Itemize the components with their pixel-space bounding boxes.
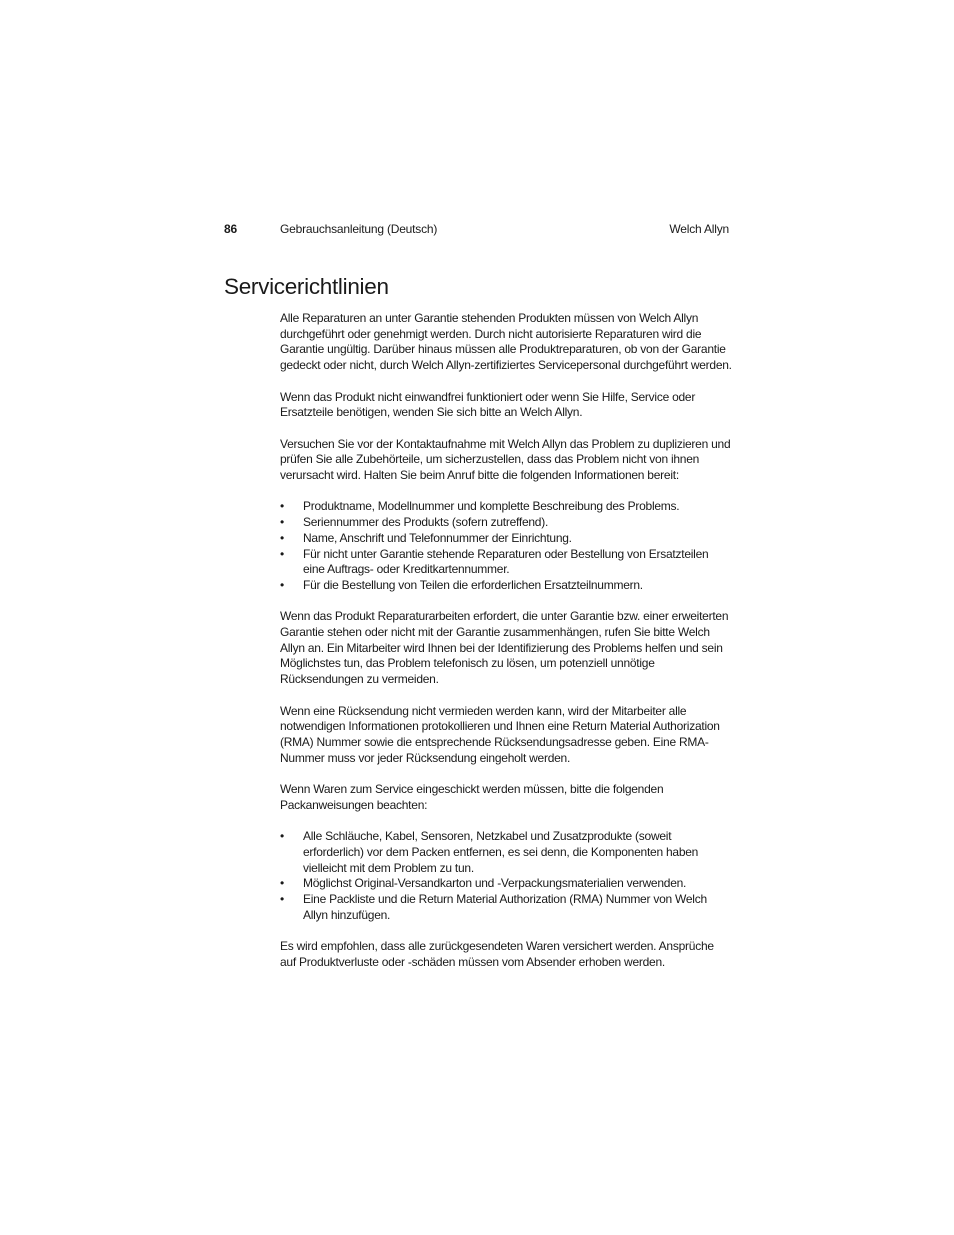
bullet-icon: • — [280, 829, 284, 844]
bullet-icon: • — [280, 499, 284, 514]
bullet-icon: • — [280, 876, 284, 891]
list-item-text: Seriennummer des Produkts (sofern zutreffend). — [303, 515, 549, 530]
list-item — [280, 547, 732, 578]
paragraph-rma: Wenn eine Rücksendung nicht vermieden werden kann, wird der Mitarbeiter alle notwendigen Informationen protokollieren und Ihnen eine Return Material Authorization (RMA) Nummer sowie die entsprechende Rücksendungsadresse geben. Eine RMA-Nummer muss vor jeder Rücksendung eingeholt werden. — [280, 703, 720, 765]
list-item-text: Alle Schläuche, Kabel, Sensoren, Netzkabel und Zusatzprodukte (soweit erforderlich) vor dem Packen entfernen, es sei denn, die Komponenten haben vielleicht mit dem Problem zu tun. — [303, 829, 699, 875]
paragraph-repair-call: Wenn das Produkt Reparaturarbeiten erfordert, die unter Garantie bzw. einer erweiterten Garantie stehen oder nicht mit der Garantie zusammenhängen, rufen Sie bitte Welch Allyn an. Ein Mitarbeiter wird Ihnen bei der Identifizierung des Problems helfen und sein Möglichstes tun, das Problem telefonisch zu lösen, um potenziell unnötige Rücksendungen zu vermeiden. — [280, 609, 729, 687]
brand-name: Welch Allyn — [669, 222, 729, 236]
bullet-icon: • — [280, 515, 284, 530]
paragraph-before-calling: Versuchen Sie vor der Kontaktaufnahme mit Welch Allyn das Problem zu duplizieren und prüfen Sie alle Zubehörteile, um sicherzustellen, dass das Problem nicht von ihnen verursacht wird. Halten Sie beim Anruf bitte die folgenden Informationen bereit: — [280, 436, 731, 482]
bullet-icon: • — [280, 577, 284, 592]
list-item-text: Eine Packliste und die Return Material Authorization (RMA) Nummer von Welch Allyn hinzufügen. — [303, 891, 707, 922]
page-number: 86 — [224, 222, 237, 236]
paragraph-warranty-repairs: Alle Reparaturen an unter Garantie stehenden Produkten müssen von Welch Allyn durchgeführt oder genehmigt werden. Durch nicht autorisierte Reparaturen wird die Garantie ungültig. Darüber hinaus müssen alle Produktreparaturen, ob von der Garantie gedeckt oder nicht, durch Welch Allyn-zertifiziertes Servicepersonal durchgeführt werden. — [280, 311, 732, 373]
list-item — [280, 829, 732, 876]
list-item-text: Möglichst Original-Versandkarton und -Verpackungsmaterialien verwenden. — [303, 876, 687, 891]
list-item-text: Für die Bestellung von Teilen die erforderlichen Ersatzteilnummern. — [303, 577, 643, 592]
bullet-icon: • — [280, 891, 284, 906]
paragraph-insurance: Es wird empfohlen, dass alle zurückgesendeten Waren versichert werden. Ansprüche auf Produktverluste oder -schäden müssen vom Absender erhoben werden. — [280, 939, 714, 969]
list-item-text: Produktname, Modellnummer und komplette Beschreibung des Problems. — [303, 499, 680, 514]
list-item — [280, 876, 732, 892]
manual-title: Gebrauchsanleitung (Deutsch) — [280, 222, 438, 236]
list-item — [280, 515, 732, 531]
section-title: Servicerichtlinien — [224, 274, 389, 299]
list-item — [280, 578, 732, 594]
packing-instructions-list — [280, 829, 732, 923]
paragraph-packing-intro: Wenn Waren zum Service eingeschickt werden müssen, bitte die folgenden Packanweisungen beachten: — [280, 782, 664, 812]
required-info-list — [280, 499, 732, 593]
bullet-icon: • — [280, 546, 284, 561]
page-header — [224, 220, 729, 238]
bullet-icon: • — [280, 530, 284, 545]
list-item — [280, 531, 732, 547]
list-item-text: Name, Anschrift und Telefonnummer der Einrichtung. — [303, 530, 572, 545]
list-item-text: Für nicht unter Garantie stehende Reparaturen oder Bestellung von Ersatzteilen eine Auftrags- oder Kreditkartennummer. — [303, 546, 709, 577]
section-body — [280, 311, 732, 986]
list-item — [280, 892, 732, 923]
list-item — [280, 499, 732, 515]
paragraph-contact: Wenn das Produkt nicht einwandfrei funktioniert oder wenn Sie Hilfe, Service oder Ersatzteile benötigen, wenden Sie sich bitte an Welch Allyn. — [280, 389, 696, 420]
